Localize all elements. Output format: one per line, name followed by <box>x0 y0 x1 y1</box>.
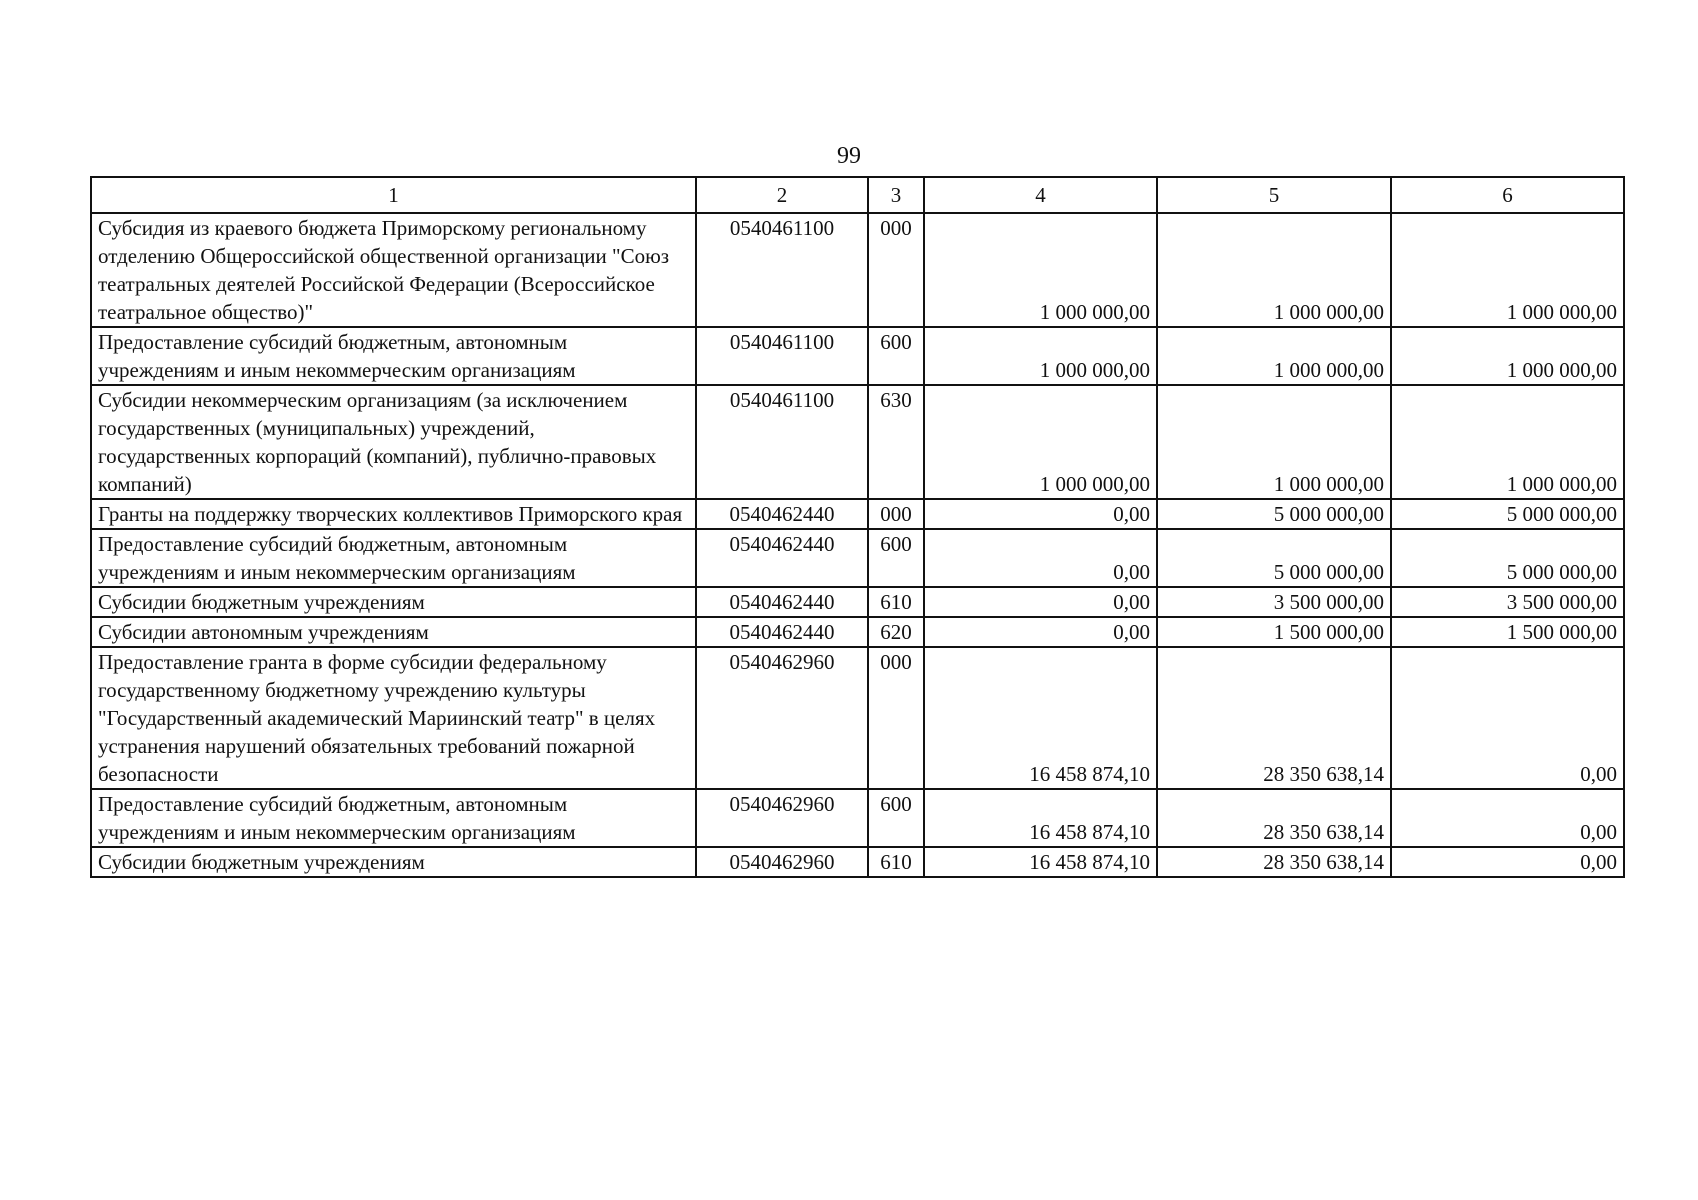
row-code: 0540461100 <box>696 327 868 385</box>
column-header: 6 <box>1391 177 1624 213</box>
row-name: Предоставление гранта в форме субсидии федеральному государственному бюджетному учреждению культуры "Государственный академический Мариинский театр" в целях устранения нарушений обязательных требований пожарной безопасности <box>91 647 696 789</box>
row-value-5: 1 000 000,00 <box>1157 213 1391 327</box>
column-header: 2 <box>696 177 868 213</box>
table-row <box>91 647 1624 789</box>
row-kind: 620 <box>868 617 924 647</box>
row-value-5: 5 000 000,00 <box>1157 529 1391 587</box>
row-value-4: 0,00 <box>924 587 1157 617</box>
row-value-6: 1 000 000,00 <box>1391 385 1624 499</box>
row-name: Гранты на поддержку творческих коллективов Приморского края <box>91 499 696 529</box>
row-name: Предоставление субсидий бюджетным, автономным учреждениям и иным некоммерческим организациям <box>91 327 696 385</box>
column-header: 1 <box>91 177 696 213</box>
row-kind: 600 <box>868 789 924 847</box>
table-row <box>91 499 1624 529</box>
row-code: 0540462960 <box>696 647 868 789</box>
row-name: Субсидии бюджетным учреждениям <box>91 587 696 617</box>
row-value-6: 1 000 000,00 <box>1391 327 1624 385</box>
row-value-4: 1 000 000,00 <box>924 213 1157 327</box>
row-value-5: 5 000 000,00 <box>1157 499 1391 529</box>
column-header: 3 <box>868 177 924 213</box>
row-kind: 600 <box>868 327 924 385</box>
row-name: Субсидия из краевого бюджета Приморскому региональному отделению Общероссийской общественной организации "Союз театральных деятелей Российской Федерации (Всероссийское театральное общество)" <box>91 213 696 327</box>
column-header: 4 <box>924 177 1157 213</box>
row-value-4: 16 458 874,10 <box>924 647 1157 789</box>
table-row <box>91 617 1624 647</box>
row-value-6: 1 500 000,00 <box>1391 617 1624 647</box>
table-row <box>91 385 1624 499</box>
budget-table <box>90 176 1625 878</box>
row-code: 0540461100 <box>696 385 868 499</box>
row-name: Предоставление субсидий бюджетным, автономным учреждениям и иным некоммерческим организациям <box>91 529 696 587</box>
row-value-4: 1 000 000,00 <box>924 327 1157 385</box>
row-value-5: 28 350 638,14 <box>1157 847 1391 877</box>
row-value-6: 1 000 000,00 <box>1391 213 1624 327</box>
row-value-6: 0,00 <box>1391 647 1624 789</box>
row-value-6: 3 500 000,00 <box>1391 587 1624 617</box>
table-row <box>91 529 1624 587</box>
table-row <box>91 789 1624 847</box>
row-value-4: 0,00 <box>924 499 1157 529</box>
row-kind: 600 <box>868 529 924 587</box>
row-value-4: 1 000 000,00 <box>924 385 1157 499</box>
row-value-5: 28 350 638,14 <box>1157 647 1391 789</box>
row-value-5: 3 500 000,00 <box>1157 587 1391 617</box>
row-name: Субсидии автономным учреждениям <box>91 617 696 647</box>
row-code: 0540462440 <box>696 499 868 529</box>
row-name: Субсидии бюджетным учреждениям <box>91 847 696 877</box>
row-code: 0540462440 <box>696 587 868 617</box>
row-value-6: 0,00 <box>1391 789 1624 847</box>
row-value-5: 28 350 638,14 <box>1157 789 1391 847</box>
table-row <box>91 327 1624 385</box>
row-value-4: 16 458 874,10 <box>924 789 1157 847</box>
row-value-6: 0,00 <box>1391 847 1624 877</box>
row-code: 0540462440 <box>696 617 868 647</box>
row-value-6: 5 000 000,00 <box>1391 529 1624 587</box>
row-name: Субсидии некоммерческим организациям (за исключением государственных (муниципальных) учреждений, государственных корпораций (компаний), публично-правовых компаний) <box>91 385 696 499</box>
row-value-4: 0,00 <box>924 617 1157 647</box>
row-kind: 610 <box>868 847 924 877</box>
table-row <box>91 587 1624 617</box>
column-header: 5 <box>1157 177 1391 213</box>
row-value-4: 0,00 <box>924 529 1157 587</box>
row-kind: 000 <box>868 213 924 327</box>
row-kind: 630 <box>868 385 924 499</box>
row-kind: 610 <box>868 587 924 617</box>
table-row <box>91 847 1624 877</box>
row-value-5: 1 000 000,00 <box>1157 385 1391 499</box>
row-value-5: 1 000 000,00 <box>1157 327 1391 385</box>
page-number: 99 <box>837 143 861 169</box>
row-kind: 000 <box>868 647 924 789</box>
row-value-6: 5 000 000,00 <box>1391 499 1624 529</box>
row-code: 0540462960 <box>696 789 868 847</box>
row-code: 0540461100 <box>696 213 868 327</box>
table-header-row <box>91 177 1624 213</box>
row-value-4: 16 458 874,10 <box>924 847 1157 877</box>
row-code: 0540462960 <box>696 847 868 877</box>
row-value-5: 1 500 000,00 <box>1157 617 1391 647</box>
row-kind: 000 <box>868 499 924 529</box>
table-row <box>91 213 1624 327</box>
row-name: Предоставление субсидий бюджетным, автономным учреждениям и иным некоммерческим организациям <box>91 789 696 847</box>
row-code: 0540462440 <box>696 529 868 587</box>
